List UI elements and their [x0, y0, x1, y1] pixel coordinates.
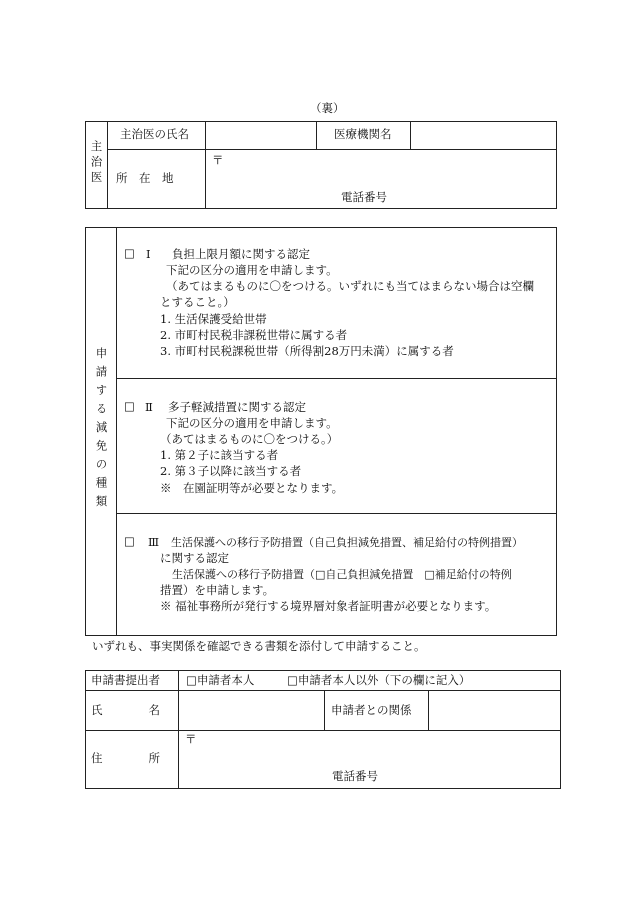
- doctor-name-label: 主治医の氏名: [120, 127, 189, 141]
- section1-line: 下記の区分の適用を申請します。: [166, 263, 338, 277]
- section3-line: 生活保護への移行予防措置（□自己負担減免措置 □補足給付の特例: [172, 568, 512, 581]
- doctor-address-label: 所 在 地: [116, 171, 174, 185]
- institution-field[interactable]: [411, 122, 556, 148]
- section2-numeral: Ⅱ: [145, 400, 153, 414]
- section1-line: （あてはまるものに〇をつける。いずれにも当てはまらない場合は空欄: [166, 279, 534, 293]
- postal-mark: 〒: [212, 153, 224, 167]
- section3-title: 生活保護への移行予防措置（自己負担減免措置、補足給付の特例措置）: [171, 536, 523, 549]
- submitter-name-field[interactable]: [179, 691, 323, 729]
- section2-option: 1. 第２子に該当する者: [160, 448, 279, 462]
- section3-line: 措置）を申請します。: [160, 583, 275, 597]
- relation-field[interactable]: [429, 691, 560, 729]
- institution-label: 医療機関名: [334, 127, 392, 141]
- section1-title: 負担上限月額に関する認定: [172, 247, 310, 261]
- option-other[interactable]: □申請者本人以外（下の欄に記入）: [287, 673, 471, 687]
- page-label: （裏）: [310, 101, 345, 115]
- section2-line: （あてはまるものに〇をつける。）: [160, 432, 339, 446]
- section3-numeral: Ⅲ: [148, 535, 160, 549]
- section1-option: 3. 市町村民税課税世帯（所得割28万円未満）に属する者: [160, 344, 454, 358]
- relation-label: 申請者との関係: [331, 703, 412, 717]
- doctor-side-label: 主治医: [89, 140, 104, 187]
- section3-note: ※ 福祉事務所が発行する境界層対象者証明書が必要となります。: [160, 599, 497, 613]
- application-side-label: 申請する減免の種類: [94, 347, 109, 514]
- section2-title: 多子軽減措置に関する認定: [168, 400, 306, 414]
- submitter-address-label: 住 所: [91, 751, 160, 765]
- submitter-phone-label: 電話番号: [332, 769, 378, 783]
- section1-checkbox[interactable]: □: [124, 246, 135, 260]
- section2-note: ※ 在園証明等が必要となります。: [160, 481, 344, 495]
- option-self[interactable]: □申請者本人: [186, 673, 255, 687]
- doctor-name-field[interactable]: [206, 122, 315, 148]
- submitter-name-label: 氏 名: [91, 703, 160, 717]
- section1-numeral: Ⅰ: [146, 247, 151, 261]
- postal-mark: 〒: [185, 732, 197, 746]
- section3-checkbox[interactable]: □: [124, 534, 135, 548]
- attachment-note: いずれも、事実関係を確認できる書類を添付して申請すること。: [92, 639, 426, 653]
- doctor-phone-label: 電話番号: [341, 190, 387, 204]
- section2-line: 下記の区分の適用を申請します。: [166, 416, 338, 430]
- section3-line: に関する認定: [160, 551, 229, 565]
- section2-option: 2. 第３子以降に該当する者: [160, 464, 302, 478]
- section2-checkbox[interactable]: □: [124, 399, 135, 413]
- section1-line: とすること。）: [160, 295, 235, 309]
- submitter-label: 申請書提出者: [91, 673, 160, 687]
- section1-option: 1. 生活保護受給世帯: [160, 312, 267, 326]
- section1-option: 2. 市町村民税非課税世帯に属する者: [160, 328, 348, 342]
